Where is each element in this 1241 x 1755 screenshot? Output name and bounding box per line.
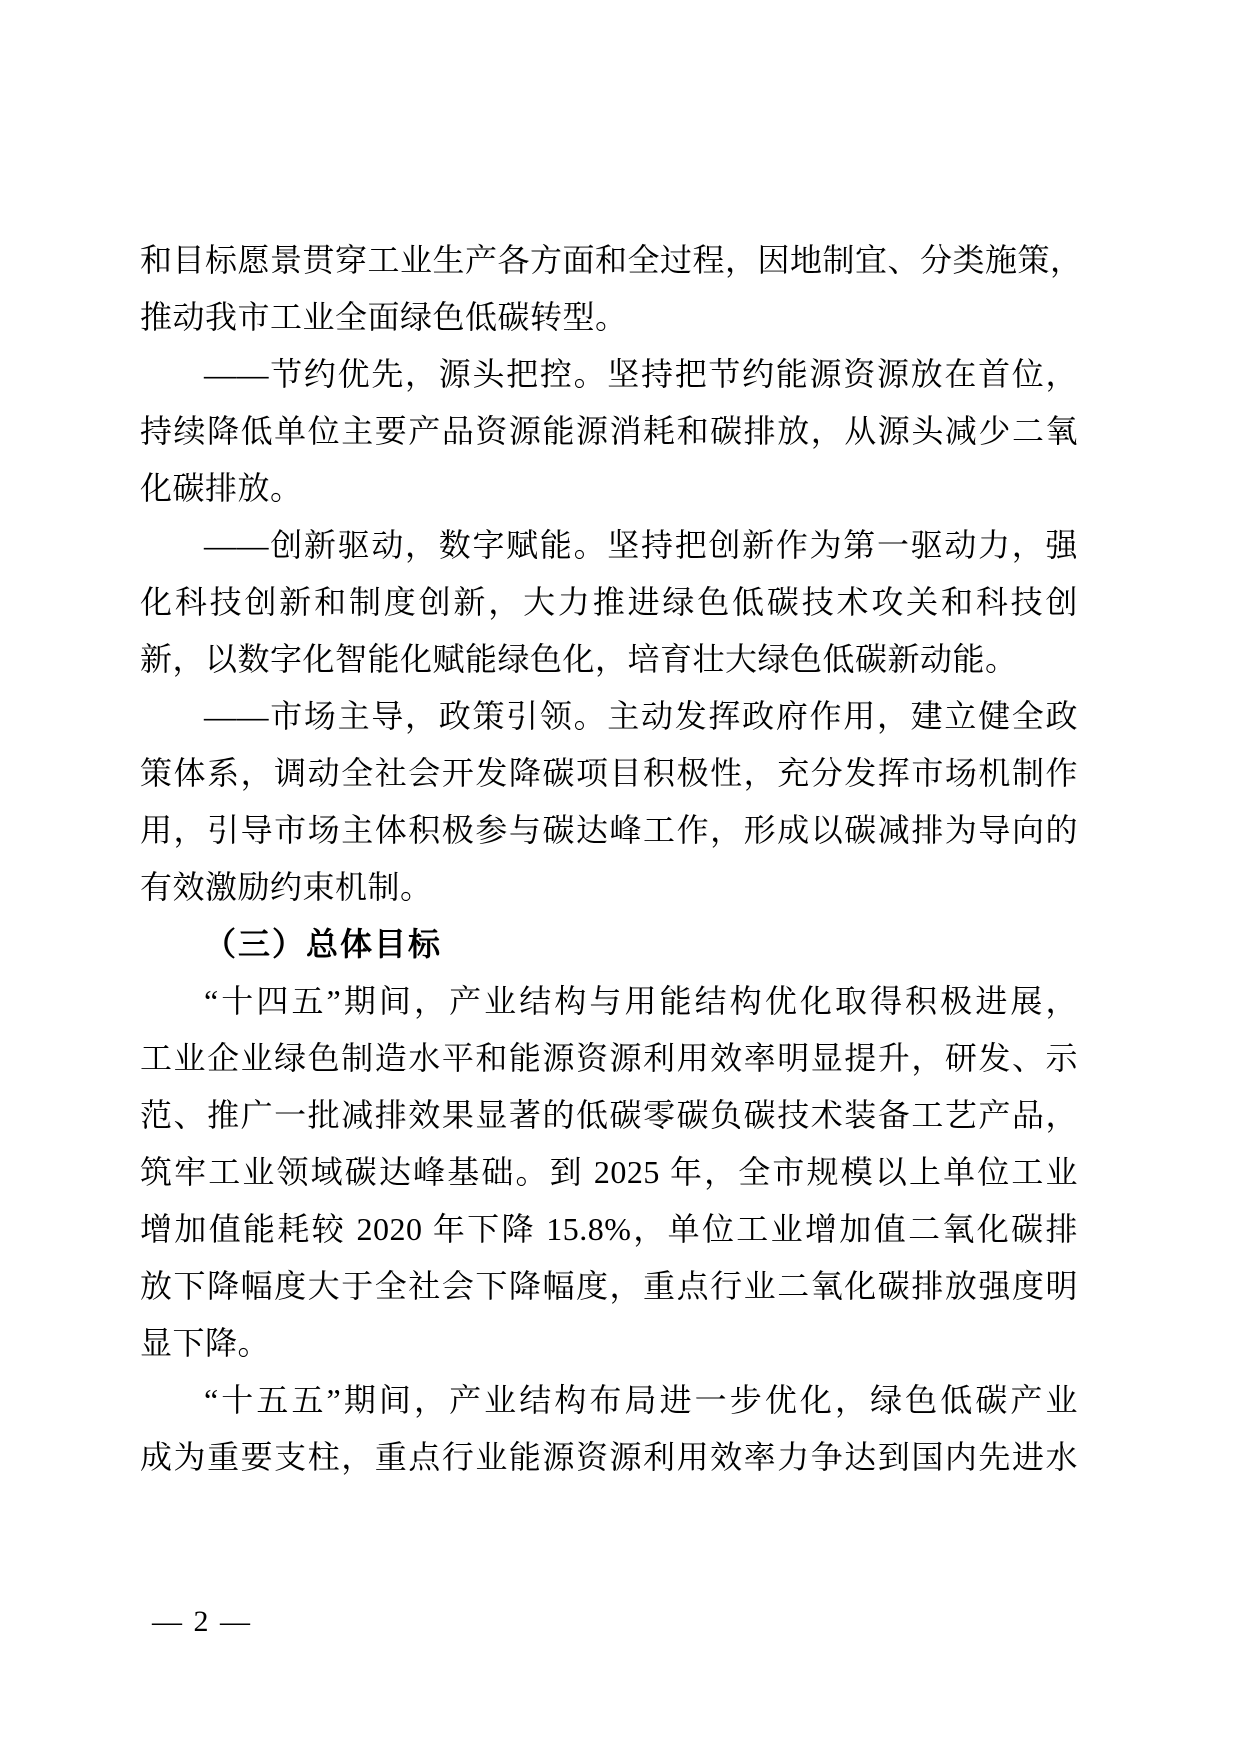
- text-line: 推动我市工业全面绿色低碳转型。: [140, 299, 628, 335]
- paragraph: [140, 1372, 1078, 1486]
- text-line: 化碳排放。: [140, 470, 303, 506]
- text-line: 有效激励约束机制。: [140, 869, 433, 905]
- text-line: 成为重要支柱，重点行业能源资源利用效率力争达到国内先进水: [140, 1439, 1078, 1475]
- page-number: — 2 —: [152, 1605, 252, 1638]
- text-line: 持续降低单位主要产品资源能源消耗和碳排放，从源头减少二氧: [140, 413, 1078, 449]
- text-line: 新，以数字化智能化赋能绿色化，培育壮大绿色低碳新动能。: [140, 641, 1018, 677]
- text-line: 工业企业绿色制造水平和能源资源利用效率明显提升，研发、示: [140, 1040, 1078, 1076]
- text-line: 策体系，调动全社会开发降碳项目积极性，充分发挥市场机制作: [140, 755, 1078, 791]
- text-line: 范、推广一批减排效果显著的低碳零碳负碳技术装备工艺产品，: [140, 1097, 1078, 1133]
- section-heading: [140, 916, 1078, 973]
- text-line: “十五五”期间，产业结构布局进一步优化，绿色低碳产业: [204, 1382, 1078, 1418]
- paragraph: [140, 973, 1078, 1372]
- text-line: 筑牢工业领域碳达峰基础。到 2025 年，全市规模以上单位工业: [140, 1154, 1078, 1190]
- document-body: [140, 232, 1083, 1486]
- paragraph: [140, 346, 1078, 517]
- text-line: 放下降幅度大于全社会下降幅度，重点行业二氧化碳排放强度明: [140, 1268, 1078, 1304]
- text-line: 化科技创新和制度创新，大力推进绿色低碳技术攻关和科技创: [140, 584, 1078, 620]
- text-line: 显下降。: [140, 1325, 271, 1361]
- text-line: 用，引导市场主体积极参与碳达峰工作，形成以碳减排为导向的: [140, 812, 1078, 848]
- paragraph: [140, 232, 1083, 346]
- text-line: 和目标愿景贯穿工业生产各方面和全过程，因地制宜、分类施策，: [140, 242, 1083, 278]
- text-line: （三）总体目标: [204, 926, 443, 962]
- text-line: ——市场主导，政策引领。主动发挥政府作用，建立健全政: [204, 698, 1078, 734]
- text-line: ——创新驱动，数字赋能。坚持把创新作为第一驱动力，强: [204, 527, 1078, 563]
- paragraph: [140, 517, 1078, 688]
- paragraph: [140, 688, 1078, 916]
- text-line: “十四五”期间，产业结构与用能结构优化取得积极进展，: [204, 983, 1078, 1019]
- text-line: 增加值能耗较 2020 年下降 15.8%，单位工业增加值二氧化碳排: [140, 1211, 1078, 1247]
- text-line: ——节约优先，源头把控。坚持把节约能源资源放在首位，: [204, 356, 1078, 392]
